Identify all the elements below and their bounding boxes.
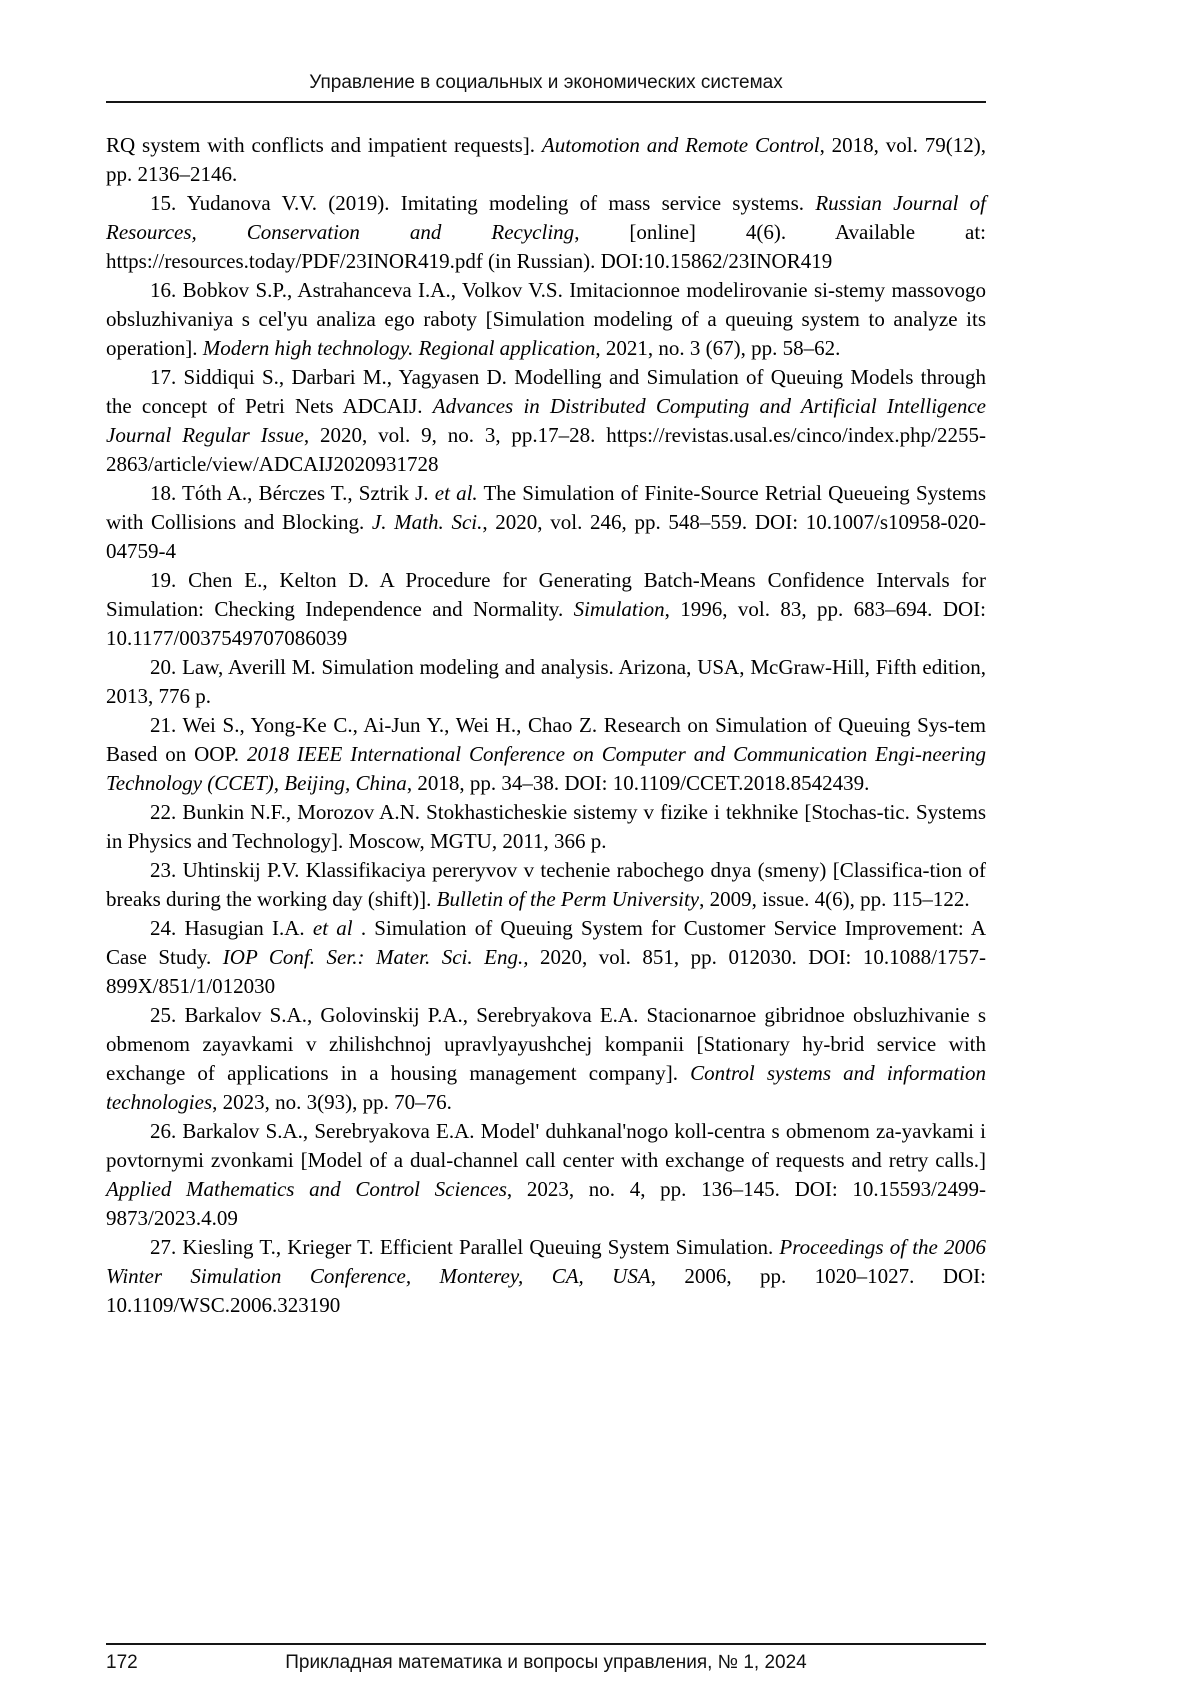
reference-text: 27. Kiesling T., Krieger T. Efficient Parallel Queuing System Simulation. (150, 1235, 780, 1259)
reference-entry (106, 189, 986, 276)
page-number: 172 (106, 1652, 138, 1673)
reference-text: , 2023, no. 3(93), pp. 70–76. (212, 1090, 452, 1114)
reference-journal-title: Russian Journal of Resources, Conservation and Recycling (106, 191, 986, 244)
reference-journal-title: et al. (434, 481, 478, 505)
reference-entry (106, 1233, 986, 1320)
reference-journal-title: Bulletin of the Perm University (436, 887, 700, 911)
reference-journal-title: Simulation (573, 597, 665, 621)
references-list (106, 131, 986, 1320)
reference-text: 25. Barkalov S.A., Golovinskij P.A., Serebryakova E.A. Stacionarnoe gibridnoe obsluzhivanie s obmenom zayavkami v zhilishchnoj upravlyayushchej kompanii [Stationary hy-brid service with exchange of applications in a housing management company]. (106, 1003, 986, 1085)
reference-text: 22. Bunkin N.F., Morozov A.N. Stokhasticheskie sistemy v fizike i tekhnike [Stochas-tic. Systems in Physics and Technology]. Moscow, MGTU, 2011, 366 p. (106, 800, 986, 853)
reference-text: , 2020, vol. 246, pp. 548–559. DOI: 10.1007/s10958-020-04759-4 (106, 510, 986, 563)
reference-text: 18. Tóth A., Bérczes T., Sztrik J. (150, 481, 435, 505)
page-footer (106, 1652, 986, 1674)
reference-journal-title: IOP Conf. Ser.: Mater. Sci. Eng., (222, 945, 529, 969)
reference-text: 24. Hasugian I.A. (150, 916, 313, 940)
reference-journal-title: J. Math. Sci. (371, 510, 483, 534)
reference-text: 15. Yudanova V.V. (2019). Imitating modeling of mass service systems. (150, 191, 816, 215)
reference-text: 2020, vol. 851, pp. 012030. DOI: 10.1088/1757-899X/851/1/012030 (106, 945, 986, 998)
reference-text: , 2018, vol. 79(12), pp. 2136–2146. (106, 133, 986, 186)
reference-journal-title: 2018 IEEE International Conference on Computer and Communication Engi-neering Technology (CCET), Beijing, China (106, 742, 986, 795)
reference-entry (106, 798, 986, 856)
reference-entry (106, 131, 986, 189)
reference-text: . Simulation of Queuing System for Customer Service Improvement: A Case Study. (106, 916, 986, 969)
reference-journal-title: Applied Mathematics and Control Sciences (106, 1177, 507, 1201)
reference-entry (106, 856, 986, 914)
reference-text: 19. Chen E., Kelton D. A Procedure for Generating Batch-Means Confidence Intervals for Simulation: Checking Independence and Normality. (106, 568, 986, 621)
reference-entry (106, 914, 986, 1001)
reference-text: , 1996, vol. 83, pp. 683–694. DOI: 10.1177/0037549707086039 (106, 597, 986, 650)
reference-journal-title: Modern high technology. Regional application (202, 336, 596, 360)
reference-journal-title: Automotion and Remote Control (541, 133, 820, 157)
reference-entry (106, 479, 986, 566)
reference-text: , [online] 4(6). Available at: https://resources.today/PDF/23INOR419.pdf (in Russian). DOI:10.15862/23INOR419 (106, 220, 986, 273)
reference-entry (106, 276, 986, 363)
reference-text: 21. Wei S., Yong-Ke C., Ai-Jun Y., Wei H., Chao Z. Research on Simulation of Queuing Sys-tem Based on OOP. (106, 713, 986, 766)
reference-text: The Simulation of Finite-Source Retrial Queueing Systems with Collisions and Blocking. (106, 481, 986, 534)
footer-journal-title: Прикладная математика и вопросы управления, № 1, 2024 (285, 1652, 807, 1673)
reference-entry (106, 1001, 986, 1117)
reference-text: , 2006, pp. 1020–1027. DOI: 10.1109/WSC.2006.323190 (106, 1264, 986, 1317)
reference-text: 16. Bobkov S.P., Astrahanceva I.A., Volkov V.S. Imitacionnoe modelirovanie si-stemy massovogo obsluzhivaniya s cel'yu analiza ego raboty [Simulation modeling of a queuing system to analyze its operation]. (106, 278, 986, 360)
reference-text: , 2009, issue. 4(6), pp. 115–122. (699, 887, 970, 911)
reference-journal-title: Control systems and information technologies (106, 1061, 986, 1114)
reference-entry (106, 711, 986, 798)
reference-entry (106, 653, 986, 711)
reference-text: 17. Siddiqui S., Darbari M., Yagyasen D. Modelling and Simulation of Queuing Models through the concept of Petri Nets ADCAIJ. (106, 365, 986, 418)
reference-text: , 2023, no. 4, pp. 136–145. DOI: 10.15593/2499-9873/2023.4.09 (106, 1177, 986, 1230)
reference-text: , 2021, no. 3 (67), pp. 58–62. (595, 336, 841, 360)
header-divider (106, 101, 986, 103)
reference-journal-title: Proceedings of the 2006 Winter Simulation Conference, Monterey, CA, USA (106, 1235, 987, 1288)
reference-journal-title: Advances in Distributed Computing and Artificial Intelligence Journal Regular Issue (106, 394, 986, 447)
reference-entry (106, 1117, 986, 1233)
reference-journal-title: et al (312, 916, 353, 940)
reference-text: RQ system with conflicts and impatient requests]. (106, 133, 542, 157)
reference-text: , 2018, pp. 34–38. DOI: 10.1109/CCET.2018.8542439. (406, 771, 870, 795)
reference-text: , 2020, vol. 9, no. 3, pp.17–28. https://revistas.usal.es/cinco/index.php/2255-2863/article/view/ADCAIJ2020931728 (106, 423, 986, 476)
reference-entry (106, 566, 986, 653)
running-head-title: Управление в социальных и экономических системах (309, 72, 783, 93)
reference-entry (106, 363, 986, 479)
footer-divider (106, 1643, 986, 1645)
reference-text: 26. Barkalov S.A., Serebryakova E.A. Model' duhkanal'nogo koll-centra s obmenom za-yavkami i povtornymi zvonkami [Model of a dual-channel call center with exchange of requests and retry calls.] (106, 1119, 986, 1172)
reference-text: 23. Uhtinskij P.V. Klassifikaciya pereryvov v techenie rabochego dnya (smeny) [Classifica-tion of breaks during the working day (shift)]. (106, 858, 986, 911)
reference-text: 20. Law, Averill M. Simulation modeling and analysis. Arizona, USA, McGraw-Hill, Fifth edition, 2013, 776 p. (106, 655, 986, 708)
